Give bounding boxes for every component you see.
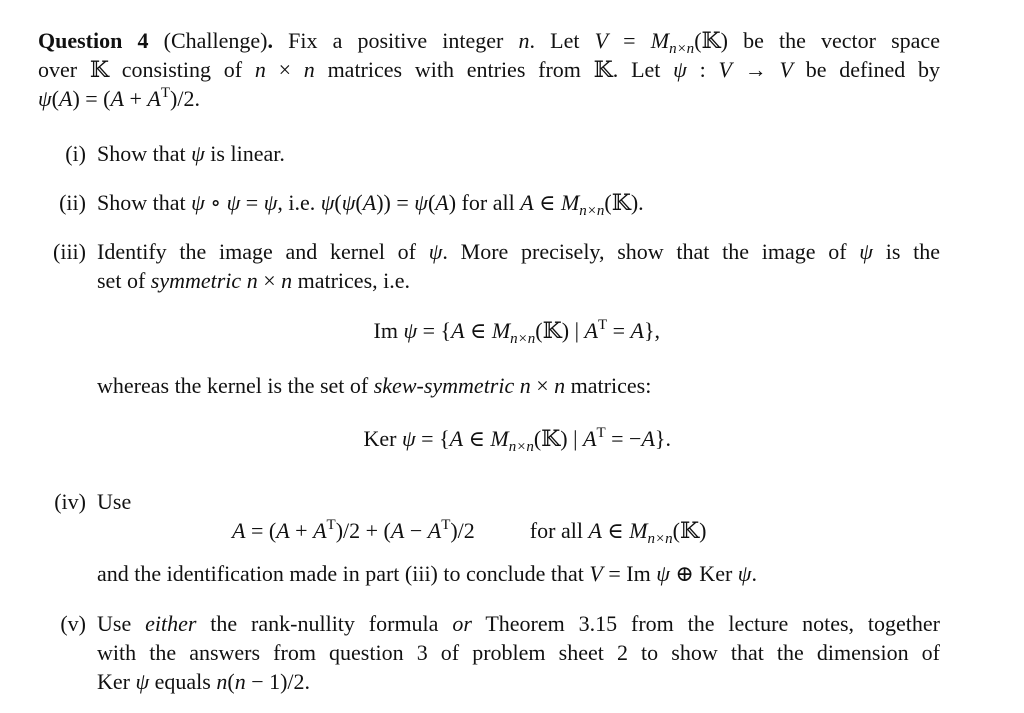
text-run: . More precisely, show that the image of — [442, 239, 860, 264]
text-run: (𝕂) — [672, 518, 707, 543]
text-run: and the identification made in part (iii) to conclude that — [97, 561, 590, 586]
text-run: Fix a positive integer — [272, 28, 519, 53]
text-run: set of — [97, 268, 151, 293]
math-symbol: ψ — [656, 561, 670, 586]
text-run: (𝕂) be the vector space — [694, 28, 940, 53]
text-line — [97, 190, 644, 219]
text-run: + — [123, 86, 148, 111]
math-symbol: A — [583, 426, 597, 451]
text-run: with the answers from question 3 of problem sheet 2 to show that the dimension of — [97, 640, 940, 665]
math-symbol: ψ — [428, 239, 443, 264]
text-run: : — [686, 57, 719, 82]
text-run: + — [289, 518, 314, 543]
text-run: ) for all — [448, 190, 521, 215]
text-run: )/2 + ( — [335, 518, 391, 543]
text-run: ( — [427, 190, 436, 215]
text-run: ( — [334, 190, 342, 215]
text-line — [373, 317, 661, 347]
text-run: . — [751, 561, 757, 586]
text-run: (𝕂). — [604, 190, 644, 215]
math-symbol: skew-symmetric — [373, 373, 515, 398]
subscript: n×n — [508, 439, 534, 455]
item-label: (v) — [60, 611, 86, 636]
text-run: )/2 for all — [450, 518, 589, 543]
math-symbol: either — [145, 611, 197, 636]
math-symbol: ψ — [263, 190, 278, 215]
text-line — [97, 489, 131, 515]
math-symbol: A — [588, 518, 602, 543]
math-symbol: A — [449, 426, 464, 451]
text-line — [232, 517, 707, 547]
text-run: × — [530, 373, 555, 398]
text-run: Use — [97, 611, 146, 636]
text-run: ∈ — [533, 190, 561, 215]
text-run: ∈ — [464, 318, 492, 343]
math-symbol: A — [390, 518, 405, 543]
text-run: = Im — [602, 561, 657, 586]
text-line — [97, 669, 310, 695]
math-symbol: n — [303, 57, 315, 82]
text-run: = — [607, 318, 631, 343]
superscript: T — [326, 517, 336, 533]
text-run: , i.e. — [277, 190, 321, 215]
math-symbol: n — [254, 57, 266, 82]
math-symbol: V — [718, 57, 732, 82]
math-symbol: ψ — [191, 141, 205, 166]
text-run: → — [731, 57, 780, 82]
text-run: (𝕂) | — [533, 426, 584, 451]
math-symbol: V — [589, 561, 603, 586]
math-symbol: A — [147, 86, 161, 111]
math-symbol: A — [232, 518, 246, 543]
math-symbol: M — [650, 28, 670, 53]
superscript: T — [441, 517, 451, 533]
text-line — [363, 425, 671, 455]
text-run: = ( — [245, 518, 277, 543]
text-run: )) = — [376, 190, 415, 215]
math-symbol: ψ — [38, 86, 52, 111]
text-run: − 1)/2. — [245, 669, 311, 694]
text-run: )/2. — [170, 86, 200, 111]
math-symbol: M — [491, 318, 511, 343]
superscript: T — [160, 85, 171, 101]
text-run: × — [265, 57, 304, 82]
text-line — [97, 239, 940, 265]
text-run: Show that — [97, 190, 192, 215]
math-symbol: A — [313, 518, 327, 543]
math-symbol: M — [560, 190, 580, 215]
text-run: = { — [417, 318, 452, 343]
subscript: n×n — [669, 41, 695, 57]
math-symbol: ψ — [135, 669, 150, 694]
text-run: − — [404, 518, 428, 543]
text-run: (𝕂) | — [535, 318, 585, 343]
math-symbol: n — [519, 373, 531, 398]
text-run: is the — [872, 239, 940, 264]
text-run: ( — [227, 669, 235, 694]
text-run: (Challenge) — [148, 28, 268, 53]
math-symbol: ψ — [859, 239, 873, 264]
math-symbol: ψ — [673, 57, 687, 82]
math-symbol: A — [641, 426, 655, 451]
text-line — [38, 57, 940, 83]
math-symbol: or — [452, 611, 472, 636]
text-run: × — [257, 268, 282, 293]
text-run: equals — [149, 669, 217, 694]
math-symbol: M — [629, 518, 648, 543]
math-symbol: A — [451, 318, 465, 343]
text-run: whereas the kernel is the set of — [97, 373, 374, 398]
math-symbol: symmetric — [150, 268, 242, 293]
math-symbol: ψ — [341, 190, 356, 215]
math-symbol: A — [362, 190, 377, 215]
text-run: . — [267, 28, 273, 53]
text-run: Question 4 — [38, 28, 149, 53]
text-run: = − — [605, 426, 642, 451]
math-symbol: ψ — [320, 190, 335, 215]
text-run: over 𝕂 consisting of — [38, 57, 255, 82]
text-run: ∈ — [463, 426, 491, 451]
math-symbol: n — [518, 28, 530, 53]
text-run: is linear. — [204, 141, 285, 166]
text-line — [97, 141, 285, 167]
text-run: Identify the image and kernel of — [97, 239, 429, 264]
text-line — [97, 561, 757, 587]
text-run: the rank-nullity formula — [196, 611, 453, 636]
text-run: matrices, i.e. — [292, 268, 411, 293]
text-run: = — [240, 190, 264, 215]
math-symbol: A — [435, 190, 449, 215]
item-label: (i) — [65, 141, 86, 166]
math-symbol: M — [490, 426, 509, 451]
text-run: Show that — [97, 141, 192, 166]
math-symbol: ψ — [226, 190, 241, 215]
text-run: Ker — [97, 669, 136, 694]
math-symbol: n — [281, 268, 293, 293]
math-symbol: A — [110, 86, 124, 111]
math-symbol: n — [234, 669, 246, 694]
text-line — [97, 373, 651, 399]
math-symbol: ψ — [191, 190, 205, 215]
math-symbol: n — [246, 268, 258, 293]
text-run: ( — [355, 190, 363, 215]
text-run: Ker — [363, 426, 402, 451]
text-line — [38, 28, 940, 57]
text-run: ⊕ Ker — [669, 561, 738, 586]
text-run: }. — [654, 426, 671, 451]
math-symbol: ψ — [401, 426, 416, 451]
subscript: n×n — [579, 203, 605, 219]
text-run: Use — [97, 489, 132, 514]
math-symbol: ψ — [414, 190, 428, 215]
superscript: T — [597, 317, 608, 333]
math-symbol: ψ — [737, 561, 752, 586]
math-symbol: A — [276, 518, 290, 543]
subscript: n×n — [647, 531, 673, 547]
text-run: ∘ — [204, 190, 227, 215]
text-run: = — [608, 28, 651, 53]
text-run: Theorem 3.15 from the lecture notes, together — [471, 611, 941, 636]
item-label: (iv) — [54, 489, 86, 514]
math-symbol: A — [59, 86, 73, 111]
item-label: (iii) — [53, 239, 86, 264]
item-label: (ii) — [59, 190, 86, 215]
math-symbol: A — [520, 190, 534, 215]
text-run: ) = ( — [72, 86, 111, 111]
subscript: n×n — [510, 331, 536, 347]
math-symbol: n — [216, 669, 228, 694]
text-run: ∈ — [601, 518, 630, 543]
math-symbol: V — [779, 57, 793, 82]
math-symbol: A — [630, 318, 644, 343]
text-run: matrices: — [565, 373, 652, 398]
math-symbol: n — [554, 373, 566, 398]
text-line — [97, 611, 940, 637]
math-symbol: A — [427, 518, 442, 543]
text-run: }, — [643, 318, 661, 343]
math-symbol: ψ — [403, 318, 418, 343]
text-run: be defined by — [792, 57, 940, 82]
text-line — [38, 86, 200, 112]
text-line — [97, 268, 410, 294]
math-symbol: A — [584, 318, 598, 343]
superscript: T — [596, 425, 606, 441]
text-run: matrices with entries from 𝕂. Let — [314, 57, 674, 82]
text-run: ( — [51, 86, 59, 111]
math-symbol: V — [594, 28, 609, 53]
text-run: Im — [373, 318, 404, 343]
text-line — [97, 640, 940, 666]
text-run: = { — [415, 426, 450, 451]
text-run: . Let — [529, 28, 595, 53]
